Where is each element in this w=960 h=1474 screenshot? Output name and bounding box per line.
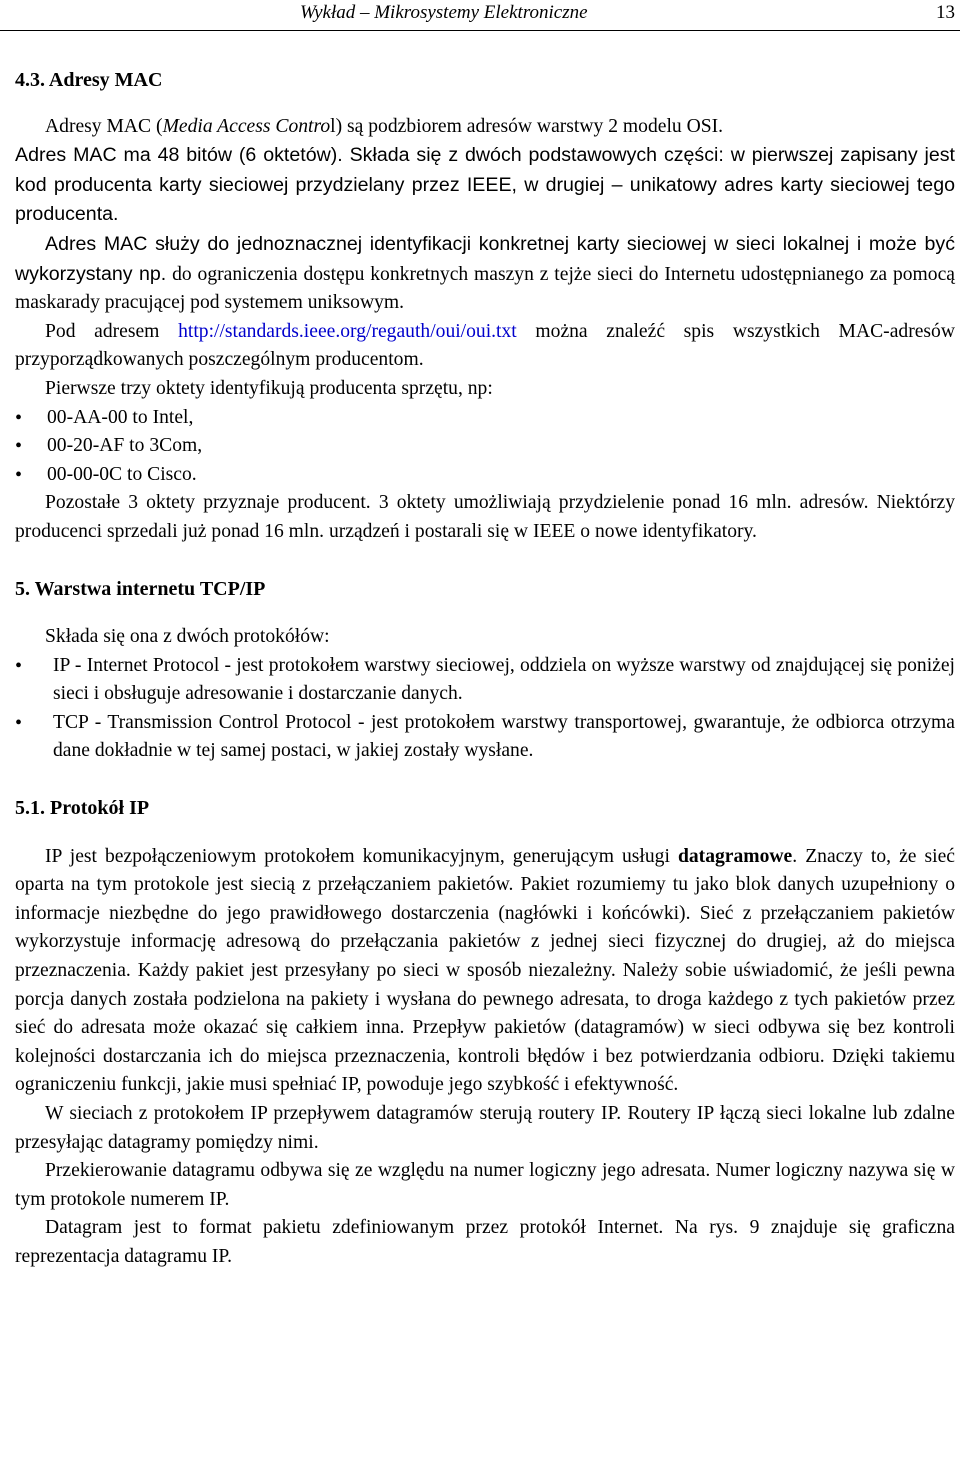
header-title: Wykład – Mikrosystemy Elektroniczne	[300, 2, 588, 23]
protocol-list	[15, 652, 955, 766]
list-item: • IP - Internet Protocol - jest protokołem warstwy sieciowej, oddziela on wyższe warstwy od znajdującej się poniżej sieci i obsługuje adresowanie i dostarczanie danych.	[15, 652, 955, 709]
tcpip-intro: Składa się ona z dwóch protokółów:	[45, 626, 330, 648]
ip-paragraph-1	[15, 843, 955, 1100]
list-item: • TCP - Transmission Control Protocol - jest protokołem warstwy transportowej, gwarantuje, że odbiorca otrzyma dane dokładnie w tej samej postaci, w jakiej zostały wysłane.	[15, 709, 955, 766]
mac-paragraph-1	[15, 113, 955, 142]
header-rule	[0, 30, 960, 31]
section-heading-tcpip: 5. Warstwa internetu TCP/IP	[15, 577, 266, 600]
ip-p1-text-end: . Znaczy to, że sieć oparta na tym protokole jest siecią z przełączaniem pakietów. Pakiet rozumiemy tu jako blok danych uzupełniony o informacje niezbędne do jego prawidłowego dostarczenia (nagłówki i końcówki). Sieć z przełączaniem pakietów wykorzystuje informację adresową do przełączania pakietów z jednej sieci fizycznej do drugiej, aż do miejsca przeznaczenia. Każdy pakiet jest przesyłany po sieci w sposób niezależny. Należy sobie uświadomić, że jeśli pewna porcja danych została podzielona na pakiety i wysłana do pewnego adresata, to droga każdego z tych pakietów przez sieć do adresata może okazać się całkiem inna. Przepływ pakietów (datagramów) w sieci odbywa się bez kontroli kolejności dostarczania ich do miejsca przeznaczenia, kontroli błędów i bez potwierdzania odbioru. Dzięki takiemu ograniczeniu funkcji, jakie musi spełniać IP, powoduje jego szybkość i efektywność.	[15, 845, 956, 1096]
mac-p2-text: do ograniczenia dostępu konkretnych maszyn z tejże sieci do Internetu udostępnianego za pomocą maskarady pracującej pod systemem uniksowym.	[15, 263, 955, 314]
manufacturer-list	[15, 404, 955, 490]
mac-paragraph-1b	[15, 141, 955, 230]
list-item: • 00-AA-00 to Intel,	[15, 404, 955, 433]
oui-link[interactable]: http://standards.ieee.org/regauth/oui/oui.txt	[178, 320, 517, 342]
mac-p1-italic: Media Access Contro	[162, 115, 331, 137]
mac-paragraph-5: Pozostałe 3 oktety przyznaje producent. 3 oktety umożliwiają przydzielenie ponad 16 mln. adresów. Niektórzy producenci sprzedali już ponad 16 mln. urządzeń i postarali się w IEEE o nowe identyfikatory.	[15, 492, 955, 542]
section-heading-ip: 5.1. Protokół IP	[15, 797, 150, 820]
ip-paragraph-2: W sieciach z protokołem IP przepływem datagramów sterują routery IP. Routery IP łączą sieci lokalne lub zdalne przesyłając datagramy pomiędzy nimi.	[15, 1103, 955, 1153]
mac-p1-text-end: l) są podzbiorem adresów warstwy 2 modelu OSI.	[330, 115, 724, 137]
mac-p3-text-end: można znaleźć spis wszystkich MAC-adresów przyporządkowanych poszczególnym producentom.	[15, 320, 955, 371]
ip-paragraph-3: Przekierowanie datagramu odbywa się ze względu na numer logiczny jego adresata. Numer logiczny nazywa się w tym protokole numerem IP.	[15, 1160, 955, 1210]
mac-p1b-sans: Adres MAC ma 48 bitów (6 oktetów).	[15, 144, 343, 167]
mac-paragraph-4: Pierwsze trzy oktety identyfikują producenta sprzętu, np:	[45, 377, 493, 399]
section-heading-mac: 4.3. Adresy MAC	[15, 69, 163, 91]
ip-p1-bold: datagramowe	[677, 845, 793, 867]
mac-p1-text: Adresy MAC (	[45, 115, 163, 137]
document-body	[15, 66, 955, 1272]
mac-p2-sans: Adres MAC służy do jednoznacznej identyfikacji konkretnej karty sieciowej w sieci lokalnej i może być wykorzystany np.	[15, 232, 955, 285]
mac-p3-text: Pod adresem	[45, 320, 179, 342]
page-header	[0, 0, 960, 30]
ip-p1-text: IP jest bezpołączeniowym protokołem komunikacyjnym, generującym usługi	[45, 845, 678, 867]
page-number: 13	[936, 2, 955, 23]
ip-paragraph-4: Datagram jest to format pakietu zdefiniowanym przez protokół Internet. Na rys. 9 znajduje się graficzna reprezentacja datagramu IP.	[15, 1217, 955, 1267]
mac-paragraph-3	[15, 318, 955, 375]
mac-p1b-text: Składa się z dwóch podstawowych części: w pierwszej zapisany jest kod producenta karty sieciowej przydzielany przez IEEE, w drugiej – unikatowy adres karty sieciowej tego producenta.	[15, 144, 956, 226]
mac-paragraph-2	[15, 230, 955, 318]
list-item: • 00-00-0C to Cisco.	[15, 461, 955, 490]
list-item: • 00-20-AF to 3Com,	[15, 432, 955, 461]
